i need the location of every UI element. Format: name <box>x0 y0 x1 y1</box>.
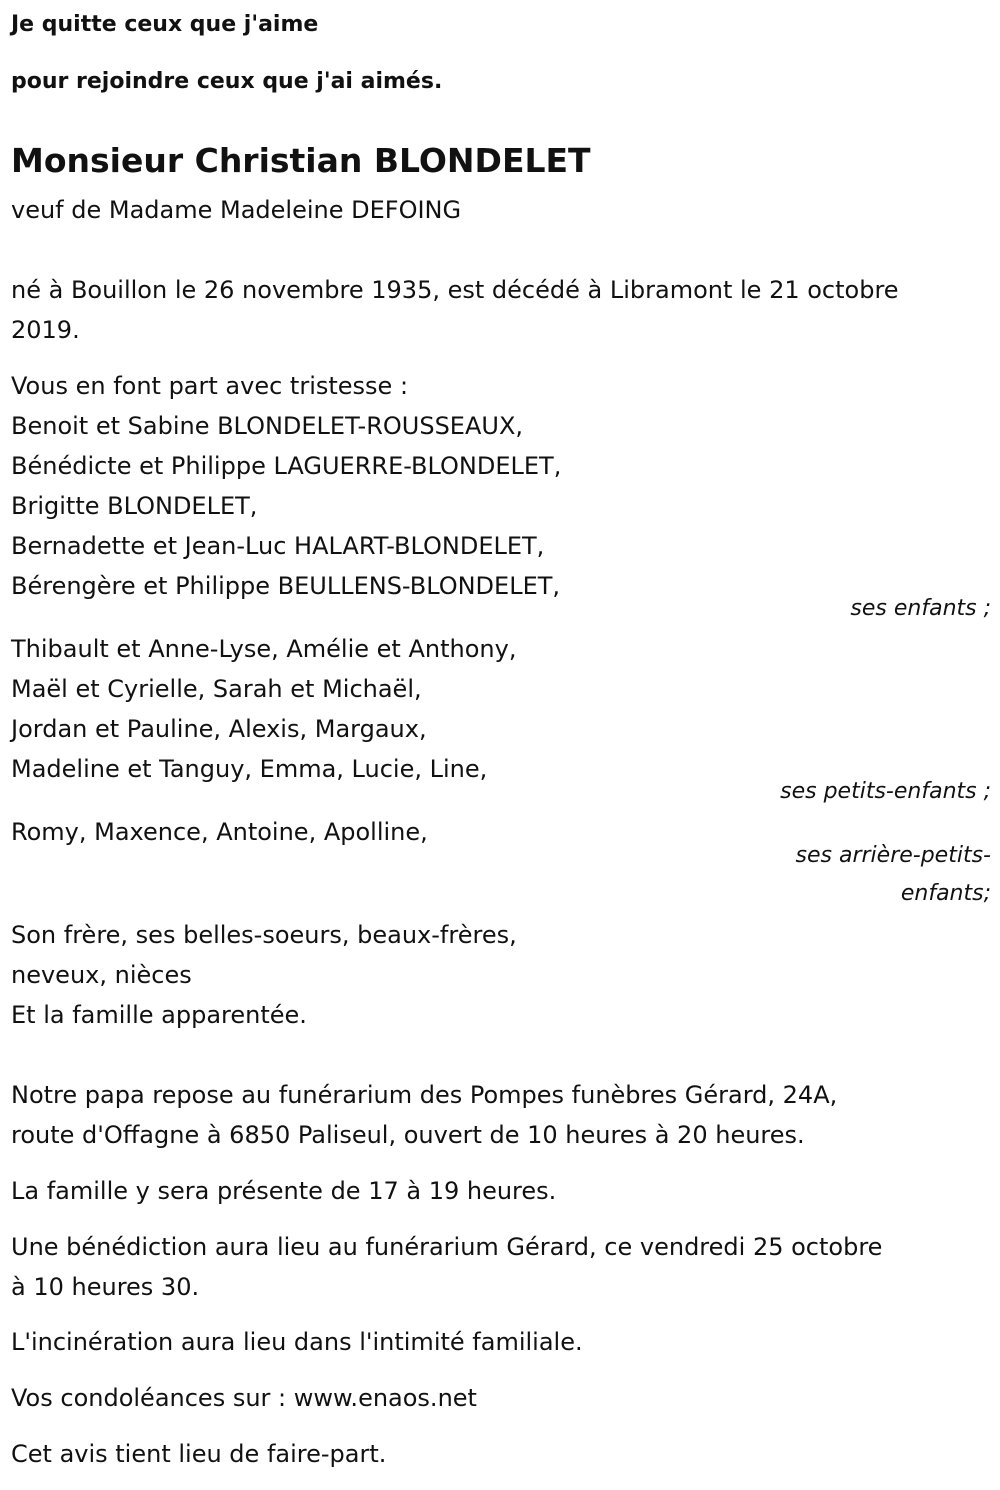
child-line: Bérengère et Philippe BEULLENS-BLONDELET, <box>11 572 561 600</box>
grandchild-line: Thibault et Anne-Lyse, Amélie et Anthony, <box>11 635 517 663</box>
family-block <box>11 915 517 1035</box>
repose-line-1: Notre papa repose au funérarium des Pompes funèbres Gérard, 24A, <box>11 1081 838 1109</box>
child-line: Benoit et Sabine BLONDELET-ROUSSEAUX, <box>11 412 524 440</box>
children-label: ses enfants ; <box>850 596 991 621</box>
announcement-intro: Vous en font part avec tristesse : <box>11 372 409 400</box>
family-line: Son frère, ses belles-soeurs, beaux-frères, <box>11 921 517 949</box>
great-grandchild-line: Romy, Maxence, Antoine, Apolline, <box>11 818 428 846</box>
deceased-name: Monsieur Christian BLONDELET <box>11 141 591 180</box>
blessing-line-2: à 10 heures 30. <box>11 1273 200 1301</box>
spouse-line: veuf de Madame Madeleine DEFOING <box>11 196 462 224</box>
presence-paragraph: La famille y sera présente de 17 à 19 heures. <box>11 1177 557 1205</box>
blessing-line-1: Une bénédiction aura lieu au funérarium Gérard, ce vendredi 25 octobre <box>11 1233 883 1261</box>
grandchild-line: Madeline et Tanguy, Emma, Lucie, Line, <box>11 755 488 783</box>
grandchild-line: Jordan et Pauline, Alexis, Margaux, <box>11 715 427 743</box>
birth-death-line-2: 2019. <box>11 316 80 344</box>
repose-paragraph <box>11 1075 837 1155</box>
grandchildren-label: ses petits-enfants ; <box>780 779 991 804</box>
motto-line-1: Je quitte ceux que j'aime <box>11 12 319 37</box>
family-line: neveux, nièces <box>11 961 192 989</box>
condolences-paragraph: Vos condoléances sur : www.enaos.net <box>11 1384 477 1412</box>
grandchildren-block <box>11 629 516 789</box>
great-grandchildren-label <box>796 837 991 913</box>
child-line: Bernadette et Jean-Luc HALART-BLONDELET, <box>11 532 545 560</box>
repose-line-2: route d'Offagne à 6850 Paliseul, ouvert de 10 heures à 20 heures. <box>11 1121 805 1149</box>
children-block <box>11 366 561 606</box>
great-grandchildren-label-line-2: enfants; <box>900 881 991 906</box>
motto-line-2: pour rejoindre ceux que j'ai aimés. <box>11 69 443 94</box>
child-line: Brigitte BLONDELET, <box>11 492 258 520</box>
birth-death-paragraph <box>11 270 899 350</box>
family-line: Et la famille apparentée. <box>11 1001 307 1029</box>
notice-paragraph: Cet avis tient lieu de faire-part. <box>11 1440 387 1468</box>
cremation-paragraph: L'incinération aura lieu dans l'intimité familiale. <box>11 1328 583 1356</box>
great-grandchildren-label-line-1: ses arrière-petits- <box>795 843 991 868</box>
blessing-paragraph <box>11 1227 882 1307</box>
grandchild-line: Maël et Cyrielle, Sarah et Michaël, <box>11 675 422 703</box>
great-grandchildren-block <box>11 812 428 852</box>
birth-death-line-1: né à Bouillon le 26 novembre 1935, est décédé à Libramont le 21 octobre <box>11 276 899 304</box>
child-line: Bénédicte et Philippe LAGUERRE-BLONDELET, <box>11 452 562 480</box>
